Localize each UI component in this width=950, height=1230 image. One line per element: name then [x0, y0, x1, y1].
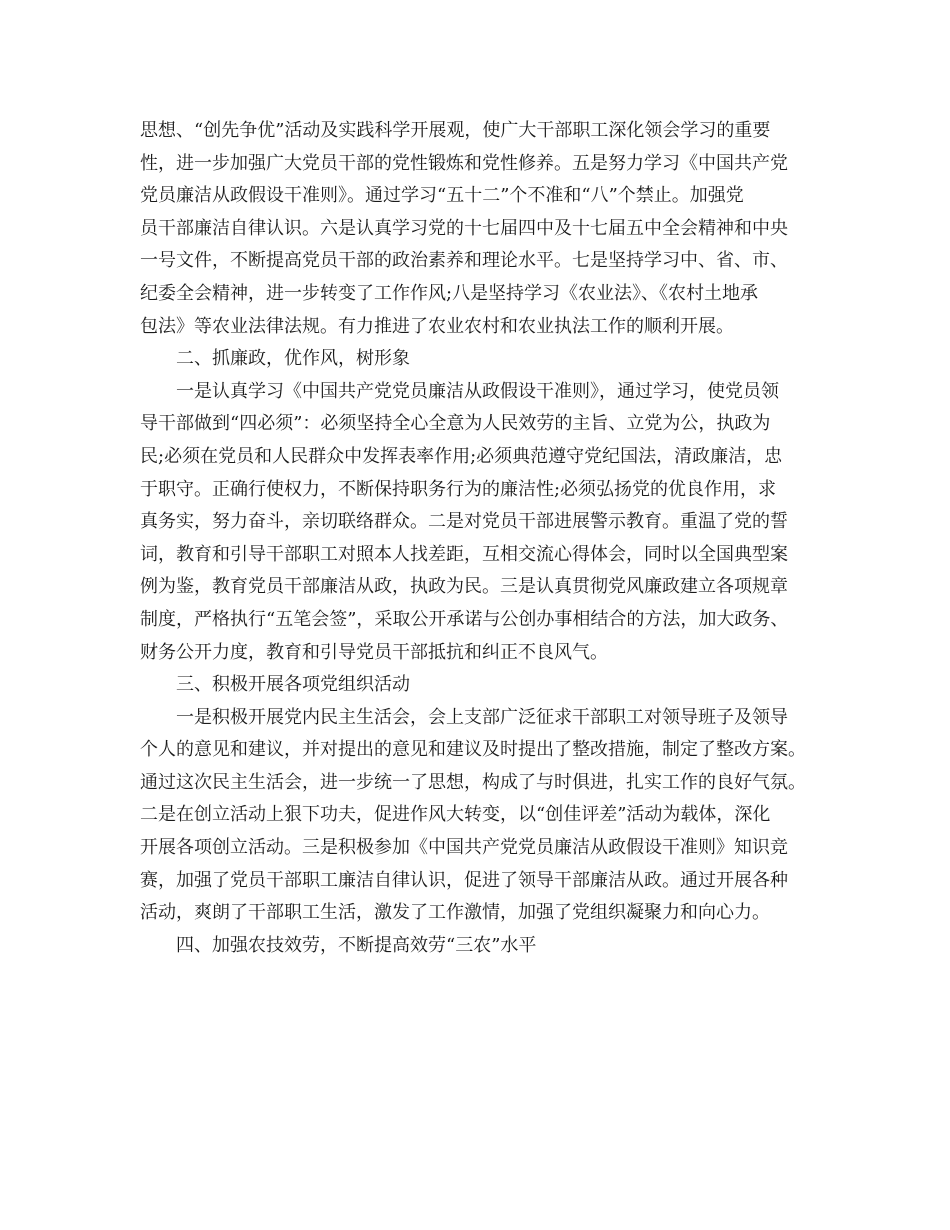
text-line: 于职守。正确行使权力，不断保持职务行为的廉洁性;必须弘扬党的优良作用，求: [140, 478, 777, 500]
text-line: 导干部做到“四必须”：必须坚持全心全意为人民效劳的主旨、立党为公，执政为: [140, 413, 771, 435]
text-line: 二是在创立活动上狠下功夫，促进作风大转变，以“创佳评差”活动为载体，深化: [140, 804, 771, 826]
paragraph-first-line: 一是积极开展党内民主生活会，会上支部广泛征求干部职工对领导班子及领导: [176, 706, 788, 728]
text-line: 活动，爽朗了干部职工生活，激发了工作激情，加强了党组织凝聚力和向心力。: [140, 902, 770, 924]
text-line: 例为鉴，教育党员干部廉洁从政，执政为民。三是认真贯彻党风廉政建立各项规章: [140, 576, 788, 598]
text-line: 词，教育和引导干部职工对照本人找差距，互相交流心得体会，同时以全国典型案: [140, 543, 788, 565]
text-line: 性，进一步加强广大党员干部的党性锻炼和党性修养。五是努力学习《中国共产党: [140, 152, 788, 174]
text-line: 民;必须在党员和人民群众中发挥表率作用;必须典范遵守党纪国法，清政廉洁，忠: [140, 445, 783, 467]
section-heading: 二、抓廉政，优作风，树形象: [176, 348, 410, 370]
section-heading: 四、加强农技效劳，不断提高效劳“三农”水平: [176, 934, 537, 956]
section-heading: 三、积极开展各项党组织活动: [176, 674, 410, 696]
text-line: 赛，加强了党员干部职工廉洁自律认识，促进了领导干部廉洁从政。通过开展各种: [140, 869, 788, 891]
text-line: 纪委全会精神，进一步转变了工作作风;八是坚持学习《农业法》、《农村土地承: [140, 282, 759, 304]
text-line: 个人的意见和建议，并对提出的意见和建议及时提出了整改措施，制定了整改方案。: [140, 739, 806, 761]
text-line: 制度，严格执行“五笔会签”，采取公开承诺与公创办事相结合的方法，加大政务、: [140, 608, 789, 630]
text-line: 一号文件，不断提高党员干部的政治素养和理论水平。七是坚持学习中、省、市、: [140, 250, 788, 272]
text-line: 真务实，努力奋斗，亲切联络群众。二是对党员干部进展警示教育。重温了党的誓: [140, 511, 788, 533]
text-line: 通过这次民主生活会，进一步统一了思想，构成了与时俱进，扎实工作的良好气氛。: [140, 771, 806, 793]
text-line: 思想、“创先争优”活动及实践科学开展观，使广大干部职工深化领会学习的重要: [140, 120, 771, 141]
document-body: [140, 115, 830, 962]
text-line: 包法》等农业法律法规。有力推进了农业农村和农业执法工作的顺利开展。: [140, 315, 734, 337]
paragraph-first-line: 一是认真学习《中国共产党党员廉洁从政假设干准则》，通过学习，使党员领: [176, 380, 779, 402]
text-line: 员干部廉洁自律认识。六是认真学习党的十七届四中及十七届五中全会精神和中央: [140, 217, 788, 239]
text-line: 财务公开力度，教育和引导党员干部抵抗和纠正不良风气。: [140, 641, 608, 663]
text-line: 党员廉洁从政假设干准则》。通过学习“五十二”个不准和“八”个禁止。加强党: [140, 185, 744, 207]
text-line: 开展各项创立活动。三是积极参加《中国共产党党员廉洁从政假设干准则》知识竞: [140, 837, 788, 859]
